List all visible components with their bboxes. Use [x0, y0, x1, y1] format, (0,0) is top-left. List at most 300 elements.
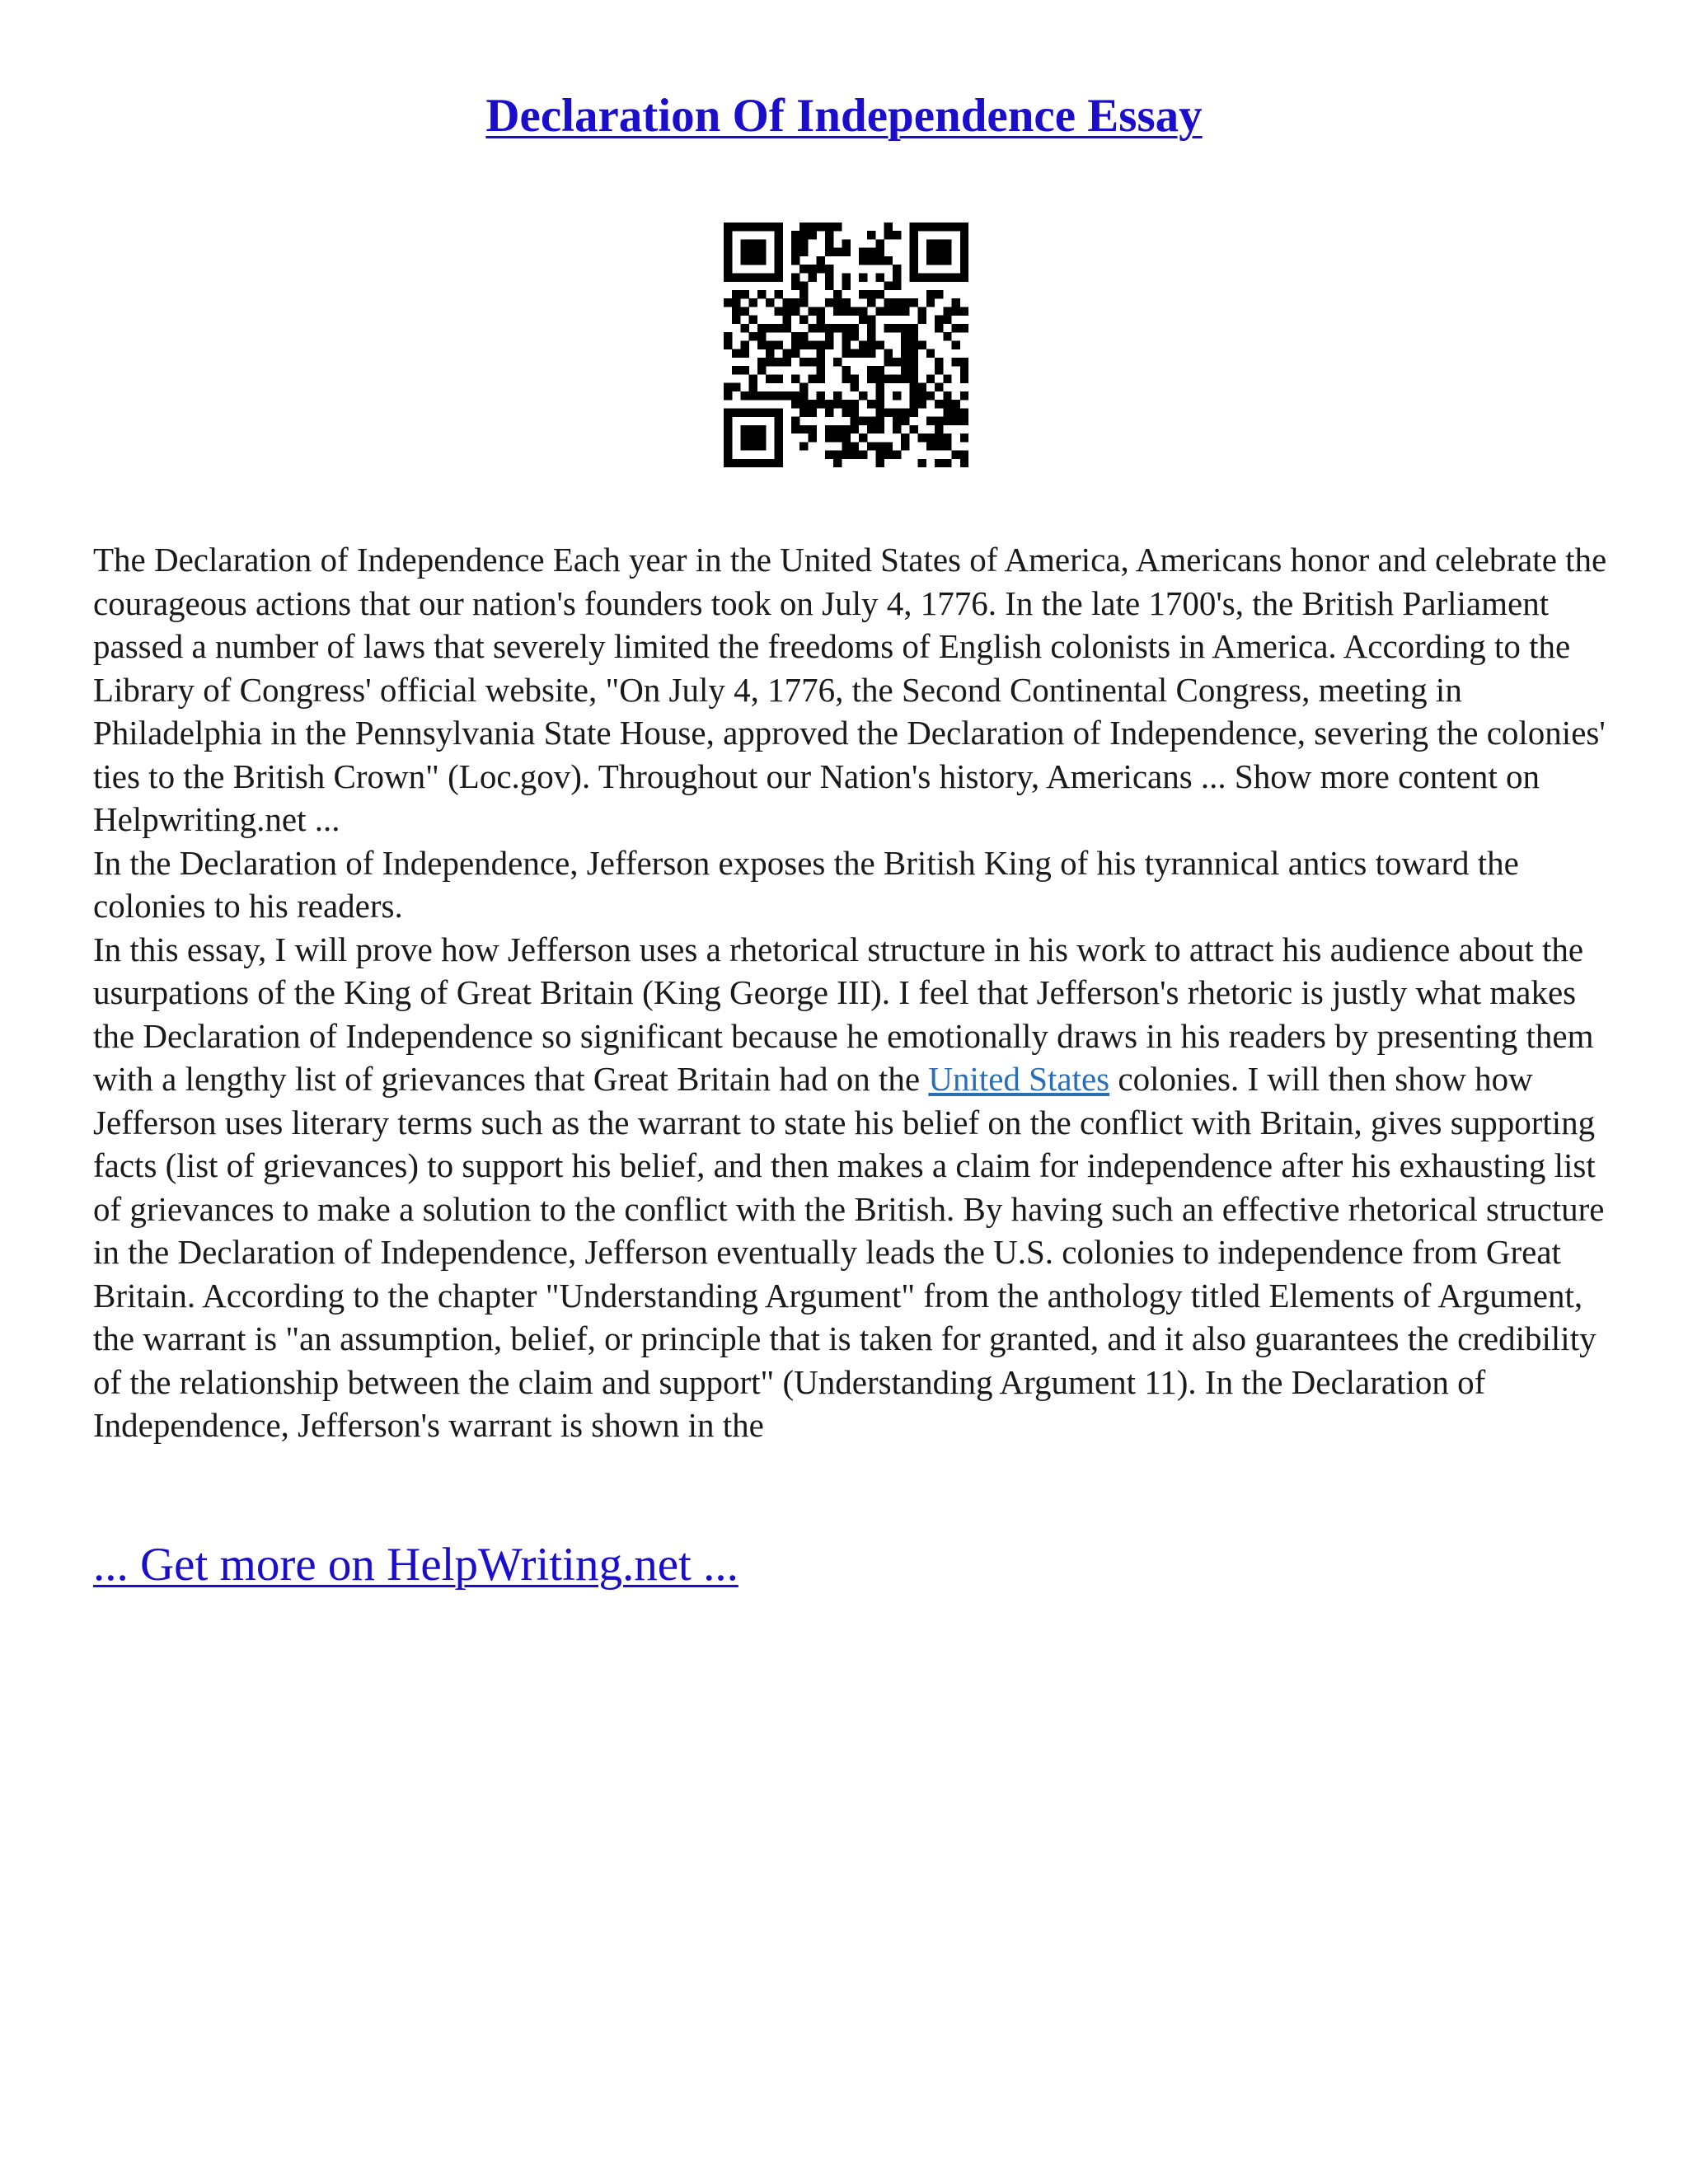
qr-module: [867, 417, 875, 425]
qr-module: [943, 400, 951, 408]
qr-module: [817, 358, 825, 366]
qr-module: [952, 223, 960, 231]
qr-module: [757, 425, 766, 434]
qr-module: [783, 324, 791, 332]
qr-module: [740, 307, 748, 315]
qr-module: [757, 223, 766, 231]
qr-module: [926, 374, 935, 382]
qr-module: [875, 307, 884, 315]
qr-module: [952, 298, 960, 307]
qr-module: [799, 442, 808, 450]
qr-module: [901, 298, 909, 307]
qr-module: [909, 408, 917, 416]
qr-module: [774, 265, 782, 273]
qr-module: [875, 408, 884, 416]
qr-module: [926, 417, 935, 425]
qr-module: [783, 316, 791, 324]
qr-module: [851, 408, 859, 416]
qr-module: [960, 307, 968, 315]
qr-module: [749, 332, 757, 340]
qr-module: [724, 425, 732, 434]
qr-module: [774, 324, 782, 332]
qr-module: [791, 417, 799, 425]
qr-module: [901, 366, 909, 374]
qr-module: [724, 408, 732, 416]
qr-module: [833, 298, 842, 307]
qr-module: [952, 408, 960, 416]
qr-module: [918, 434, 926, 442]
qr-module: [909, 400, 917, 408]
qr-module: [757, 391, 766, 400]
qr-module: [757, 256, 766, 265]
qr-module: [808, 307, 816, 315]
qr-module: [825, 273, 833, 281]
qr-module: [884, 231, 893, 239]
qr-module: [943, 256, 951, 265]
qr-module: [774, 408, 782, 416]
qr-module: [851, 425, 859, 434]
qr-module: [859, 417, 867, 425]
qr-module: [808, 273, 816, 281]
qr-module: [817, 223, 825, 231]
qr-module: [724, 248, 732, 256]
qr-module: [791, 391, 799, 400]
qr-module: [867, 349, 875, 358]
qr-module: [799, 425, 808, 434]
qr-module: [875, 417, 884, 425]
qr-module: [724, 459, 732, 467]
paragraph-3: [93, 928, 1610, 1447]
qr-module: [893, 324, 901, 332]
qr-module: [935, 358, 943, 366]
qr-module: [960, 358, 968, 366]
qr-module: [817, 324, 825, 332]
qr-module: [867, 324, 875, 332]
qr-module: [842, 400, 850, 408]
qr-module: [867, 231, 875, 239]
qr-module: [960, 265, 968, 273]
qr-module: [724, 239, 732, 247]
qr-module: [842, 307, 850, 315]
qr-module: [935, 383, 943, 391]
qr-module: [732, 459, 740, 467]
qr-module: [791, 374, 799, 382]
qr-module: [799, 223, 808, 231]
qr-module: [740, 408, 748, 416]
qr-module: [943, 273, 951, 281]
qr-module: [851, 400, 859, 408]
qr-module: [791, 307, 799, 315]
qr-module: [851, 324, 859, 332]
qr-module: [943, 223, 951, 231]
qr-module: [791, 282, 799, 290]
qr-module: [867, 442, 875, 450]
qr-module: [808, 265, 816, 273]
qr-module: [791, 332, 799, 340]
qr-module: [808, 231, 816, 239]
qr-module: [799, 298, 808, 307]
qr-module: [875, 340, 884, 349]
qr-module: [875, 248, 884, 256]
qr-module: [926, 256, 935, 265]
qr-module: [817, 366, 825, 374]
qr-module: [875, 451, 884, 459]
qr-module: [842, 366, 850, 374]
qr-module: [817, 256, 825, 265]
qr-module: [766, 340, 774, 349]
qr-module: [740, 324, 748, 332]
qr-module: [740, 273, 748, 281]
qr-module: [960, 223, 968, 231]
qr-module: [960, 374, 968, 382]
qr-module: [943, 434, 951, 442]
qr-module: [774, 451, 782, 459]
qr-module: [867, 366, 875, 374]
qr-module: [757, 239, 766, 247]
qr-module: [926, 239, 935, 247]
qr-module: [724, 223, 732, 231]
qr-module: [757, 434, 766, 442]
qr-module: [842, 239, 850, 247]
qr-module: [884, 307, 893, 315]
qr-module: [901, 417, 909, 425]
qr-module: [757, 290, 766, 298]
qr-module: [859, 307, 867, 315]
qr-module: [791, 298, 799, 307]
qr-module: [740, 290, 748, 298]
qr-module: [918, 459, 926, 467]
qr-module: [893, 391, 901, 400]
qr-module: [935, 239, 943, 247]
qr-module: [749, 442, 757, 450]
essay-body: [93, 538, 1610, 1447]
qr-module: [749, 223, 757, 231]
qr-module: [774, 434, 782, 442]
qr-module: [875, 366, 884, 374]
qr-module: [791, 231, 799, 239]
qr-module: [774, 256, 782, 265]
qr-module: [842, 282, 850, 290]
qr-module: [766, 273, 774, 281]
qr-module: [808, 324, 816, 332]
qr-module: [893, 273, 901, 281]
qr-module: [724, 442, 732, 450]
qr-module: [808, 340, 816, 349]
qr-module: [893, 358, 901, 366]
qr-module: [875, 442, 884, 450]
qr-module: [774, 231, 782, 239]
qr-module: [909, 231, 917, 239]
qr-module: [749, 374, 757, 382]
qr-module: [893, 307, 901, 315]
qr-module: [884, 223, 893, 231]
qr-module: [960, 417, 968, 425]
qr-module: [842, 434, 850, 442]
qr-module: [817, 349, 825, 358]
qr-module: [757, 248, 766, 256]
qr-module: [825, 340, 833, 349]
qr-module: [783, 391, 791, 400]
qr-module: [926, 223, 935, 231]
qr-module: [851, 417, 859, 425]
qr-module: [893, 417, 901, 425]
qr-module: [808, 223, 816, 231]
qr-module: [943, 442, 951, 450]
qr-module: [943, 459, 951, 467]
qr-module: [740, 459, 748, 467]
qr-module: [884, 324, 893, 332]
qr-module: [875, 400, 884, 408]
qr-module: [867, 298, 875, 307]
qr-module: [909, 324, 917, 332]
qr-module: [791, 340, 799, 349]
qr-module: [918, 307, 926, 315]
qr-module: [859, 256, 867, 265]
qr-module: [757, 273, 766, 281]
qr-module: [783, 349, 791, 358]
qr-module: [943, 248, 951, 256]
qr-module: [825, 282, 833, 290]
qr-module: [842, 425, 850, 434]
qr-module: [867, 425, 875, 434]
qr-module: [833, 324, 842, 332]
qr-module: [740, 442, 748, 450]
qr-module: [859, 349, 867, 358]
qr-module: [740, 366, 748, 374]
qr-module: [766, 358, 774, 366]
qr-module: [952, 307, 960, 315]
qr-module: [740, 223, 748, 231]
qr-module: [901, 442, 909, 450]
qr-module: [884, 408, 893, 416]
qr-module: [799, 332, 808, 340]
qr-module: [918, 273, 926, 281]
qr-module: [943, 374, 951, 382]
qr-module: [960, 256, 968, 265]
qr-module: [867, 290, 875, 298]
paragraph-1: The Declaration of Independence Each year in the United States of America, Americans honor and celebrate the courageous actions that our nation's founders took on July 4, 1776. In the late 1700's, the British Parliament passed a number of laws that severely limited the freedoms of English colonists in America. According to the Library of Congress' official website, "On July 4, 1776, the Second Continental Congress, meeting in Philadelphia in the Pennsylvania State House, approved the Declaration of Independence, severing the colonies' ties to the British Crown" (Loc.gov). Throughout our Nation's history, Americans ... Show more content on Helpwriting.net ...: [93, 541, 1607, 838]
qr-module: [825, 434, 833, 442]
qr-module: [893, 451, 901, 459]
qr-module: [817, 316, 825, 324]
qr-module: [817, 374, 825, 382]
qr-module: [901, 324, 909, 332]
qr-module: [749, 408, 757, 416]
qr-module: [960, 248, 968, 256]
qr-module: [842, 374, 850, 382]
qr-module: [783, 298, 791, 307]
qr-module: [799, 408, 808, 416]
qr-module: [875, 374, 884, 382]
qr-module: [740, 425, 748, 434]
qr-module: [901, 349, 909, 358]
qr-module: [757, 459, 766, 467]
qr-module: [918, 400, 926, 408]
qr-module: [791, 256, 799, 265]
qr-module: [901, 307, 909, 315]
qr-module: [740, 349, 748, 358]
qr-module: [799, 239, 808, 247]
qr-module: [875, 290, 884, 298]
qr-module: [774, 248, 782, 256]
qr-module: [943, 391, 951, 400]
qr-module: [884, 374, 893, 382]
qr-module: [791, 425, 799, 434]
get-more-link[interactable]: ... Get more on HelpWriting.net ...: [93, 1539, 738, 1591]
qr-module: [935, 366, 943, 374]
qr-module: [724, 451, 732, 459]
qr-module: [766, 408, 774, 416]
qr-module: [960, 408, 968, 416]
qr-module: [935, 324, 943, 332]
qr-module: [960, 324, 968, 332]
qr-module: [935, 316, 943, 324]
qr-module: [893, 425, 901, 434]
qr-module: [732, 408, 740, 416]
qr-module: [774, 374, 782, 382]
qr-module: [825, 231, 833, 239]
united-states-link[interactable]: United States: [928, 1060, 1110, 1098]
qr-module: [732, 383, 740, 391]
qr-module: [859, 316, 867, 324]
qr-module: [867, 332, 875, 340]
qr-module: [926, 273, 935, 281]
qr-module: [851, 349, 859, 358]
qr-module: [935, 290, 943, 298]
qr-module: [766, 349, 774, 358]
qr-module: [867, 248, 875, 256]
qr-module: [833, 307, 842, 315]
qr-module: [867, 256, 875, 265]
qr-module: [909, 358, 917, 366]
qr-module: [842, 273, 850, 281]
qr-module: [851, 383, 859, 391]
qr-module: [724, 332, 732, 340]
paragraph-3-text-before: In this essay, I will prove how Jefferson uses a rhetorical structure in his work to attract his audience about the usurpations of the King of Great Britain (King George III). I feel that Jefferson's rhetoric is justly what makes the Declaration of Independence so significant because he emotionally draws in his readers by presenting them with a lengthy list of grievances that Great Britain had on the: [93, 930, 1594, 1098]
qr-module: [884, 451, 893, 459]
qr-module: [859, 290, 867, 298]
qr-module: [943, 417, 951, 425]
qr-module: [732, 307, 740, 315]
qr-module: [825, 239, 833, 247]
qr-module: [851, 332, 859, 340]
qr-module: [833, 434, 842, 442]
qr-module: [732, 349, 740, 358]
qr-module: [791, 349, 799, 358]
qr-module: [799, 383, 808, 391]
qr-module: [943, 239, 951, 247]
qr-module: [952, 340, 960, 349]
qr-module: [783, 358, 791, 366]
qr-module: [724, 231, 732, 239]
qr-module: [960, 459, 968, 467]
qr-module: [926, 442, 935, 450]
qr-module: [757, 442, 766, 450]
qr-module: [842, 298, 850, 307]
qr-module: [909, 298, 917, 307]
qr-module: [884, 256, 893, 265]
qr-module: [901, 358, 909, 366]
qr-module: [851, 374, 859, 382]
qr-module: [740, 256, 748, 265]
qr-module: [935, 223, 943, 231]
qr-module: [867, 400, 875, 408]
qr-module: [808, 425, 816, 434]
qr-module: [875, 383, 884, 391]
qr-module: [825, 298, 833, 307]
qr-module: [842, 332, 850, 340]
qr-module: [825, 408, 833, 416]
qr-module: [909, 340, 917, 349]
qr-module: [808, 400, 816, 408]
qr-module: [774, 273, 782, 281]
qr-module: [791, 273, 799, 281]
qr-module: [952, 451, 960, 459]
qr-module: [884, 349, 893, 358]
qr-module: [724, 340, 732, 349]
qr-module: [799, 340, 808, 349]
qr-module: [817, 400, 825, 408]
qr-module: [901, 332, 909, 340]
qr-module: [766, 324, 774, 332]
qr-module: [774, 459, 782, 467]
qr-module: [851, 442, 859, 450]
qr-module: [825, 400, 833, 408]
qr-module: [884, 358, 893, 366]
qr-module: [740, 239, 748, 247]
qr-module: [909, 383, 917, 391]
qr-module: [774, 425, 782, 434]
title-link[interactable]: Declaration Of Independence Essay: [485, 90, 1203, 142]
qr-module: [859, 248, 867, 256]
qr-module: [774, 417, 782, 425]
qr-module: [799, 391, 808, 400]
qr-module: [833, 248, 842, 256]
qr-module: [952, 273, 960, 281]
qr-module: [799, 358, 808, 366]
qr-module: [909, 273, 917, 281]
qr-module: [724, 383, 732, 391]
qr-module: [909, 374, 917, 382]
qr-module: [740, 434, 748, 442]
qr-module: [825, 451, 833, 459]
qr-module: [833, 391, 842, 400]
qr-module: [926, 290, 935, 298]
qr-module: [825, 265, 833, 273]
qr-module: [943, 332, 951, 340]
qr-module: [842, 442, 850, 450]
qr-module: [766, 459, 774, 467]
qr-module: [724, 391, 732, 400]
qr-module: [842, 349, 850, 358]
qr-module: [909, 391, 917, 400]
qr-module: [724, 298, 732, 307]
qr-module: [724, 256, 732, 265]
qr-module: [825, 425, 833, 434]
qr-module: [960, 273, 968, 281]
qr-module: [893, 282, 901, 290]
qr-module: [909, 332, 917, 340]
qr-module: [909, 239, 917, 247]
qr-module: [960, 434, 968, 442]
qr-module: [791, 248, 799, 256]
qr-module: [935, 400, 943, 408]
qr-module: [808, 434, 816, 442]
qr-module: [859, 451, 867, 459]
qr-module: [817, 391, 825, 400]
qr-module: [724, 434, 732, 442]
qr-module: [842, 324, 850, 332]
